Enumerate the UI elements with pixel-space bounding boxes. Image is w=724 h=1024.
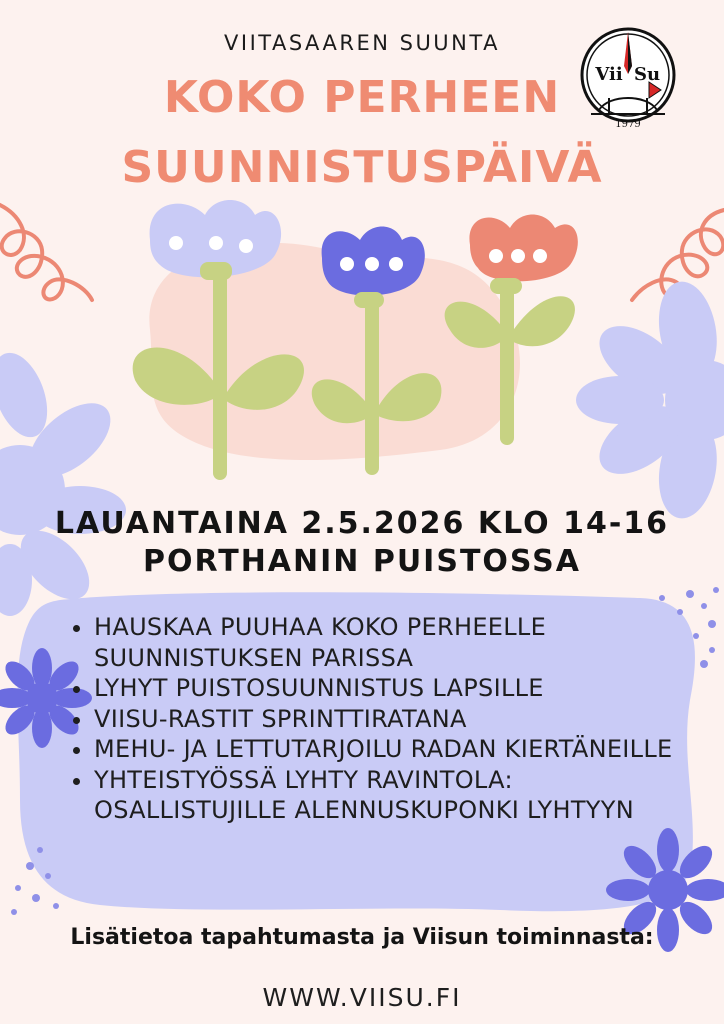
- logo-text-left: Vii: [595, 64, 623, 85]
- list-item: • VIISU-RASTIT SPRINTTIRATANA: [94, 704, 694, 735]
- title-line-1: KOKO PERHEEN: [163, 72, 561, 123]
- footer-info-text: Lisätietoa tapahtumasta ja Viisun toiminnasta:: [70, 925, 654, 950]
- list-item: • HAUSKAA PUUHAA KOKO PERHEELLE SUUNNISTUKSEN PARISSA: [94, 612, 694, 673]
- list-item: • LYHYT PUISTOSUUNNISTUS LAPSILLE: [94, 673, 694, 704]
- swirl-left-decoration: [0, 205, 92, 300]
- event-location: PORTHANIN PUISTOSSA: [142, 544, 582, 579]
- website-link[interactable]: WWW.VIISU.FI: [262, 983, 462, 1012]
- event-date-time: LAUANTAINA 2.5.2026 KLO 14-16: [54, 506, 670, 541]
- title-line-2: SUUNNISTUSPÄIVÄ: [121, 142, 603, 193]
- list-item: • MEHU- JA LETTUTARJOILU RADAN KIERTÄNEILLE: [94, 734, 694, 765]
- list-item: • YHTEISTYÖSSÄ LYHTY RAVINTOLA: OSALLISTUJILLE ALENNUSKUPONKI LYHTYYN: [94, 765, 694, 826]
- event-highlights-list: [70, 612, 694, 826]
- logo-year: 1979: [615, 119, 641, 130]
- big-daisy-right-decoration: [576, 277, 724, 523]
- logo-text-right: Su: [633, 64, 661, 85]
- organizer-name: VIITASAAREN SUUNTA: [224, 31, 500, 55]
